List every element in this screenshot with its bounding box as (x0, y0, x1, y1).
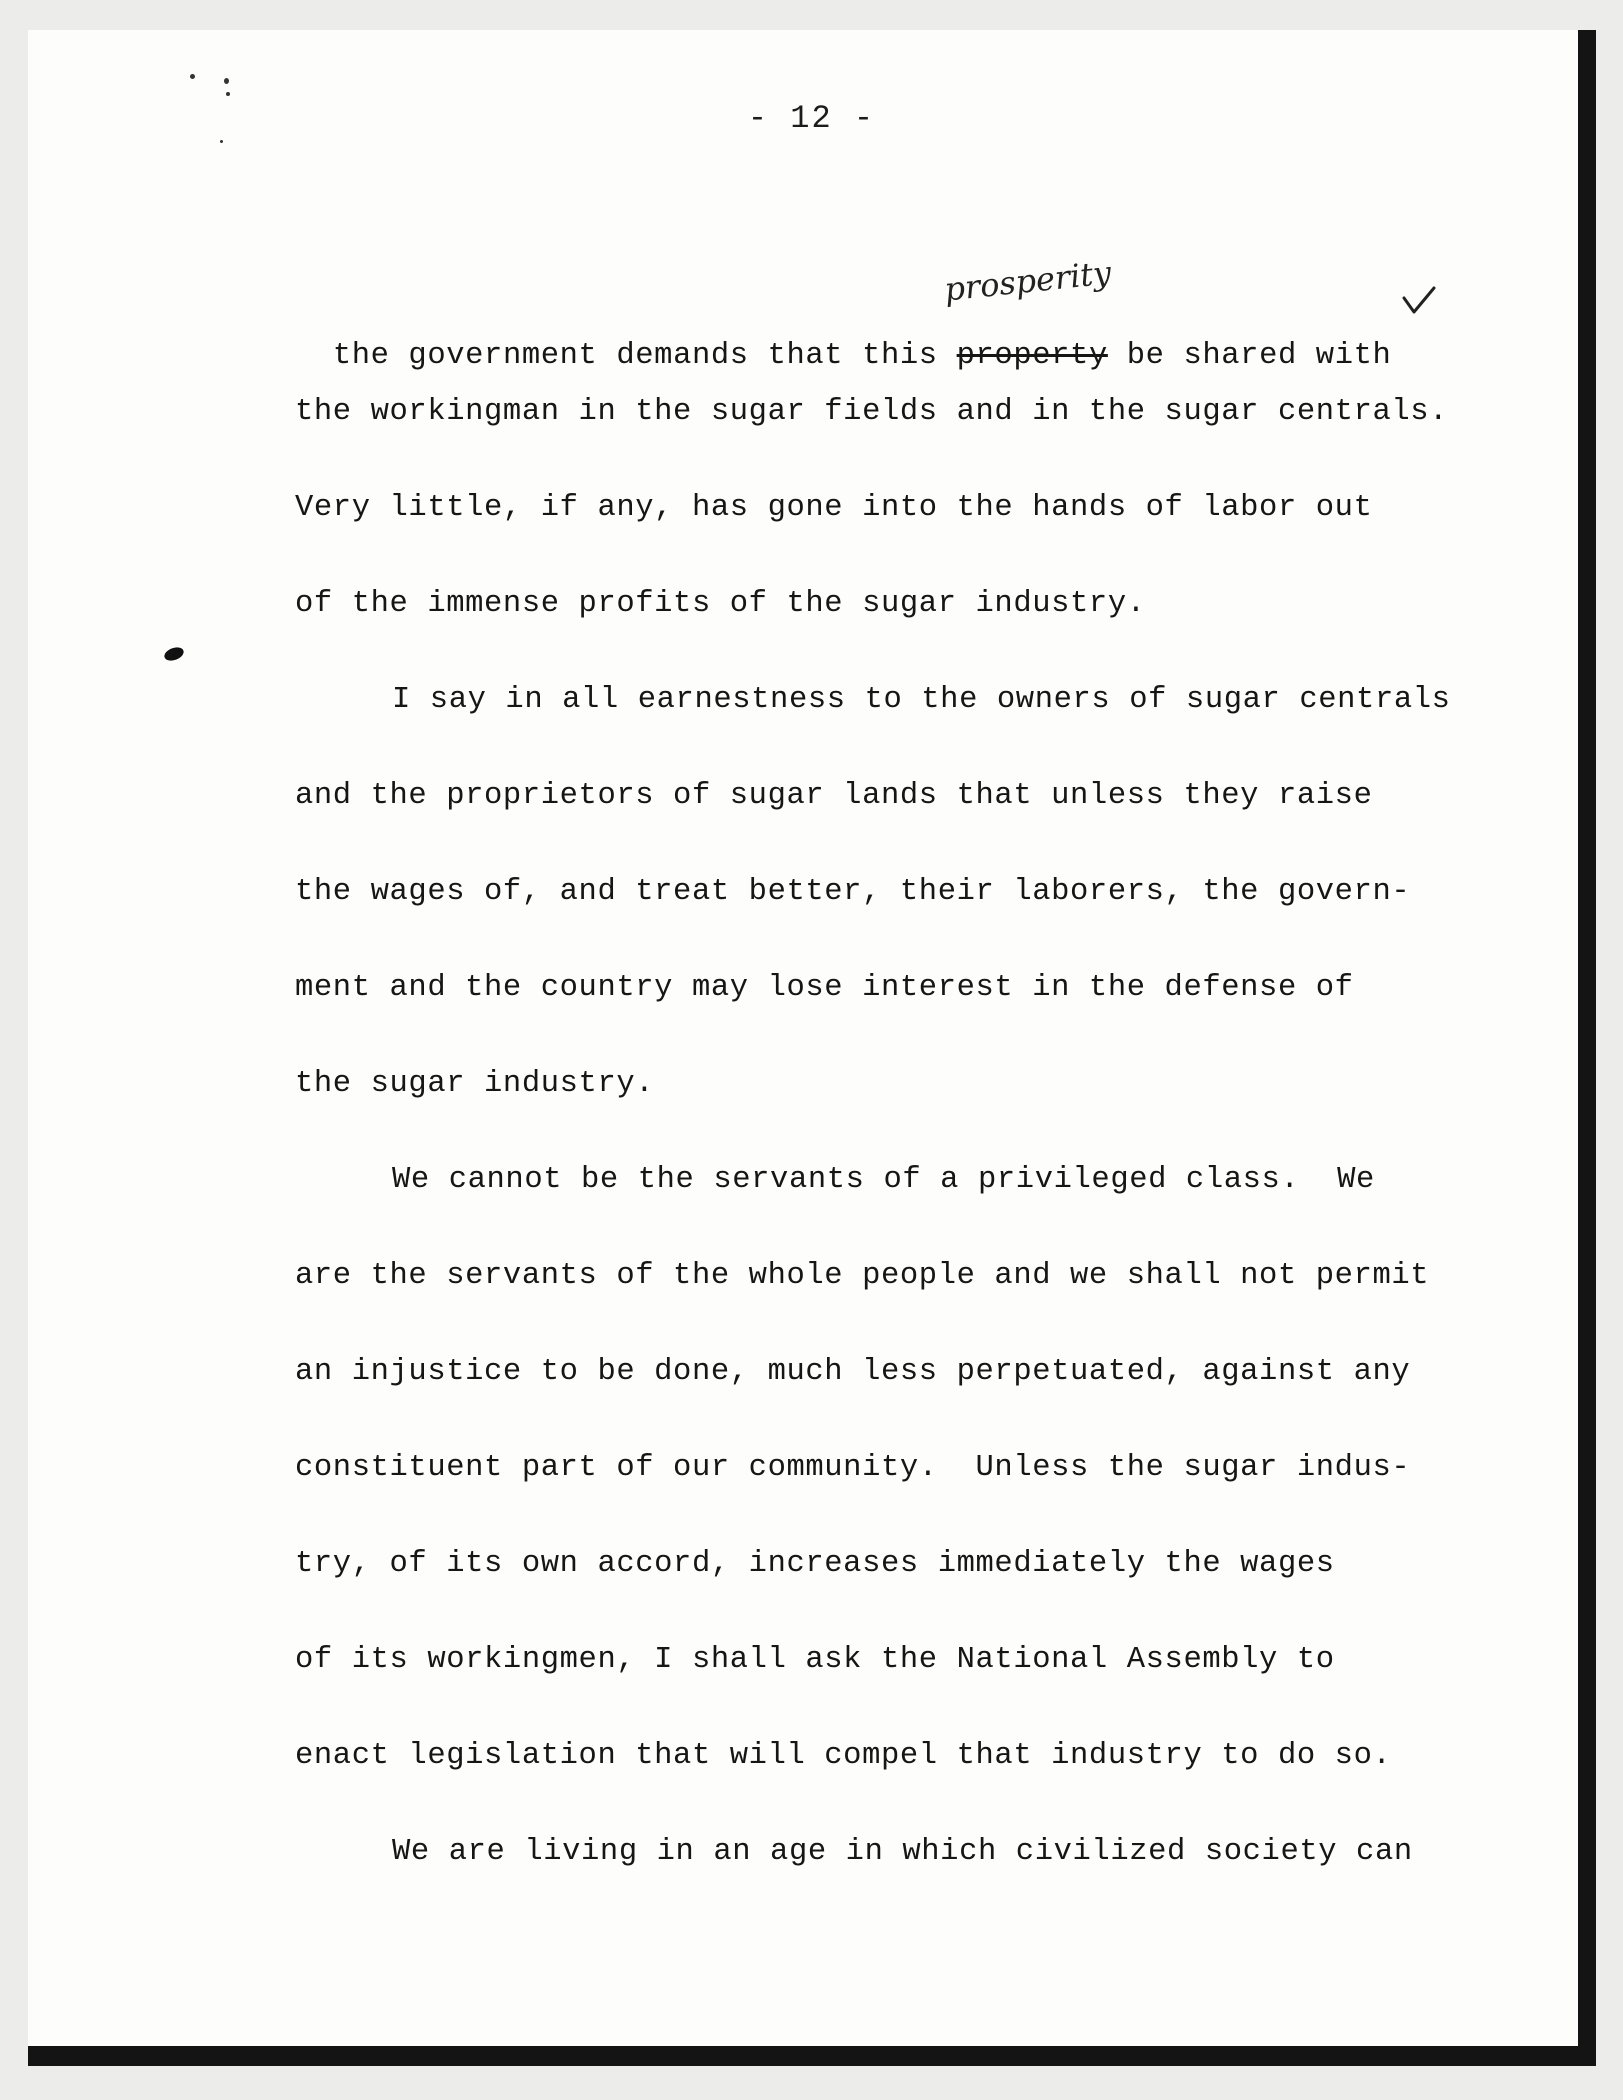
text-line-9: the sugar industry. (295, 1067, 655, 1101)
text-line-17: We are living in an age in which civilized society can (392, 1835, 1413, 1869)
page-number: - 12 - (747, 100, 876, 137)
text-line-13: constituent part of our community. Unless the sugar indus- (295, 1451, 1411, 1485)
text-segment: the government demands that this (332, 339, 957, 373)
text-line-3: Very little, if any, has gone into the hands of labor out (295, 491, 1373, 525)
text-segment: be shared with (1107, 339, 1392, 373)
text-line-10: We cannot be the servants of a privileged class. We (392, 1163, 1375, 1197)
ink-blot-icon (163, 646, 185, 662)
scan-speck (220, 140, 223, 143)
text-line-7: the wages of, and treat better, their laborers, the govern- (295, 875, 1411, 909)
struck-word: property (956, 339, 1108, 373)
text-line-2: the workingman in the sugar fields and in the sugar centrals. (295, 395, 1449, 429)
scan-speck (226, 92, 230, 96)
text-line-12: an injustice to be done, much less perpetuated, against any (295, 1355, 1411, 1389)
text-line-14: try, of its own accord, increases immediately the wages (295, 1547, 1335, 1581)
scan-speck (190, 74, 195, 79)
text-line-15: of its workingmen, I shall ask the National Assembly to (295, 1643, 1335, 1677)
text-line-6: and the proprietors of sugar lands that unless they raise (295, 779, 1373, 813)
handwritten-correction: prosperity (942, 253, 1113, 309)
text-line-11: are the servants of the whole people and we shall not permit (295, 1259, 1430, 1293)
text-line-16: enact legislation that will compel that industry to do so. (295, 1739, 1392, 1773)
scan-speck (224, 78, 229, 84)
check-mark-icon (1402, 286, 1436, 314)
text-line-8: ment and the country may lose interest in the defense of (295, 971, 1354, 1005)
text-line-4: of the immense profits of the sugar industry. (295, 587, 1146, 621)
text-line-5: I say in all earnestness to the owners of sugar centrals (392, 683, 1451, 717)
text-line-1 (295, 296, 1391, 376)
